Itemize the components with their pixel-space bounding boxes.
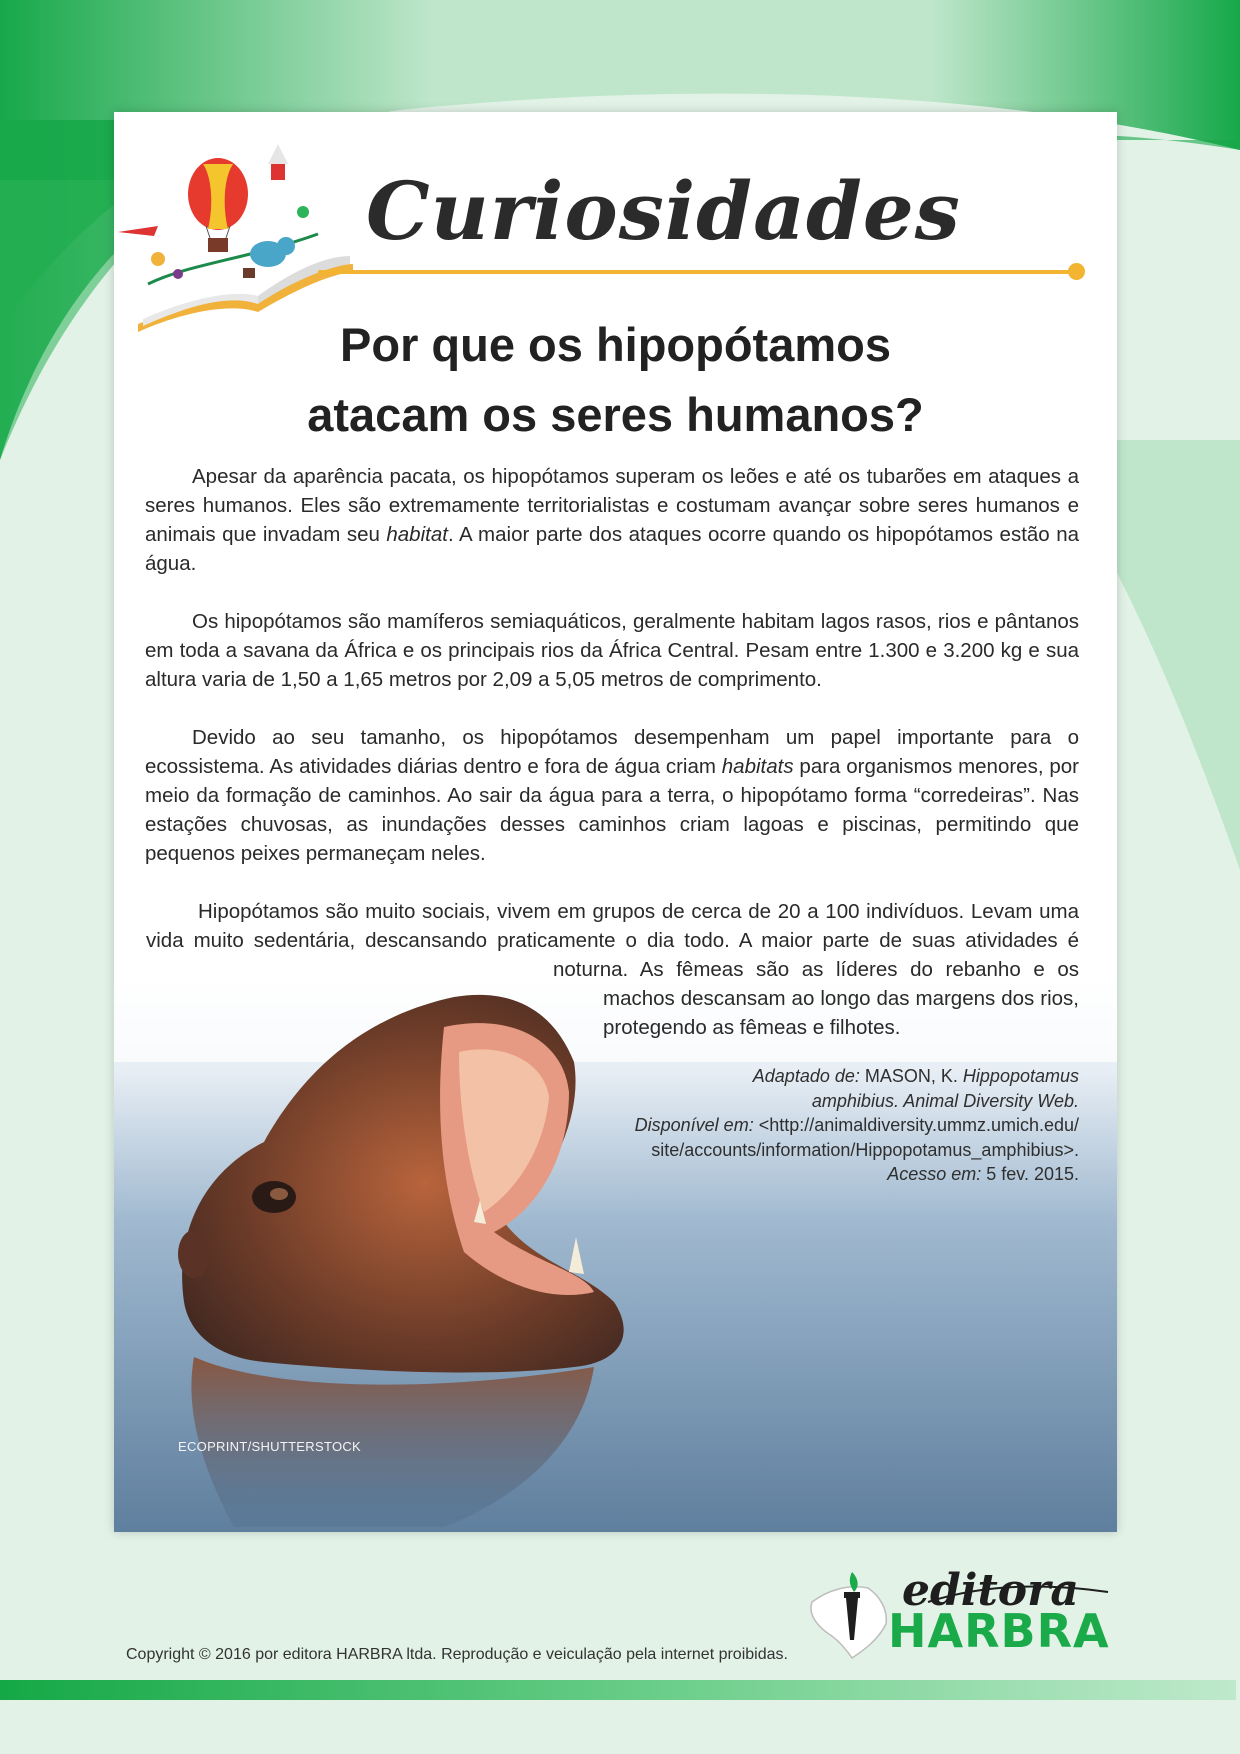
- footer-bar: [0, 1680, 1236, 1700]
- paragraph-2: Os hipopótamos são mamíferos semiaquáticos, geralmente habitam lagos rasos, rios e pântanos em toda a savana da África e os principais rios da África Central. Pesam entre 1.300 e 3.200 kg e sua altura varia de 1,50 a 1,65 metros por 2,09 a 5,05 metros de comprimento.: [145, 610, 1079, 691]
- reference-work: amphibius. Animal Diversity Web.: [811, 1090, 1079, 1111]
- paragraph-1-text-a: Apesar da aparência pacata, os hipopótamos superam os leões e até os tubarões em ataques a seres humanos. Eles são extremamente territorialistas e costumam avançar sobre seres humanos e animais que invadam seu: [145, 465, 1079, 546]
- paragraph-3-text-b: para organismos menores, por meio da formação de caminhos. Ao sair da água para a terra, o hipopótamo forma “corredeiras”. Nas estações chuvosas, as inundações desses caminhos criam lagoas e piscinas, permitindo que pequenos peixes permaneçam neles.: [145, 755, 1079, 865]
- reference-access-date: 5 fev. 2015.: [981, 1164, 1079, 1184]
- reference-label-access: Acesso em:: [887, 1164, 982, 1184]
- logo-text-harbra: HARBRA: [888, 1604, 1110, 1658]
- reference-url-2[interactable]: site/accounts/information/Hippopotamus_amphibius>.: [651, 1139, 1079, 1160]
- paragraph-1: [145, 462, 1079, 578]
- open-book-illustration-icon: [118, 134, 358, 339]
- paragraph-3: [145, 723, 1079, 868]
- logo-text-editora: editora: [902, 1565, 1079, 1616]
- paragraph-1-emphasis: habitat: [386, 523, 448, 546]
- paragraph-3-text-a: Devido ao seu tamanho, os hipopótamos desempenham um papel importante para o ecossistema. As atividades diárias dentro e fora de água criam: [145, 726, 1079, 778]
- reference-label-adapted: Adaptado de:: [752, 1066, 860, 1086]
- reference-author: MASON, K.: [859, 1066, 963, 1086]
- copyright-notice: Copyright © 2016 por editora HARBRA ltda. Reprodução e veiculação pela internet proibidas.: [126, 1646, 788, 1663]
- paragraph-3-emphasis: habitats: [721, 755, 794, 778]
- article-title-line-1: Por que os hipopótamos: [340, 318, 891, 371]
- section-heading: Curiosidades: [366, 164, 961, 258]
- reference-work-start: Hippopotamus: [962, 1066, 1079, 1086]
- paragraph-4: Hipopótamos são muito sociais, vivem em grupos de cerca de 20 a 100 indivíduos. Levam uma vida muito sedentária, descansando praticamente o dia todo. A maior parte de suas atividades é noturna. As fêmeas são as líderes do rebanho e os machos descansam ao longo das margens dos rios, protegendo as fêmeas e filhotes.: [146, 900, 1079, 1039]
- reference-line-2: [635, 1089, 1079, 1114]
- article-title: [114, 310, 1117, 450]
- photo-credit: ECOPRINT/SHUTTERSTOCK: [178, 1439, 362, 1454]
- article-card: [114, 112, 1117, 1532]
- reference-line-5: [635, 1162, 1079, 1187]
- reference-url-1[interactable]: <http://animaldiversity.ummz.umich.edu/: [753, 1115, 1079, 1135]
- heading-underline-dot: [1068, 263, 1085, 280]
- reference-line-4: [635, 1138, 1079, 1163]
- article-title-line-2: atacam os seres humanos?: [307, 388, 924, 441]
- reference-line-3: [635, 1113, 1079, 1138]
- article-body: [145, 462, 1079, 1071]
- paragraph-1-text-b: . A maior parte dos ataques ocorre quando os hipopótamos estão na água.: [145, 523, 1079, 575]
- reference-line-1: [635, 1064, 1079, 1089]
- reference-label-available: Disponível em:: [634, 1115, 754, 1135]
- reference-block: [635, 1064, 1079, 1187]
- heading-underline: [318, 270, 1076, 274]
